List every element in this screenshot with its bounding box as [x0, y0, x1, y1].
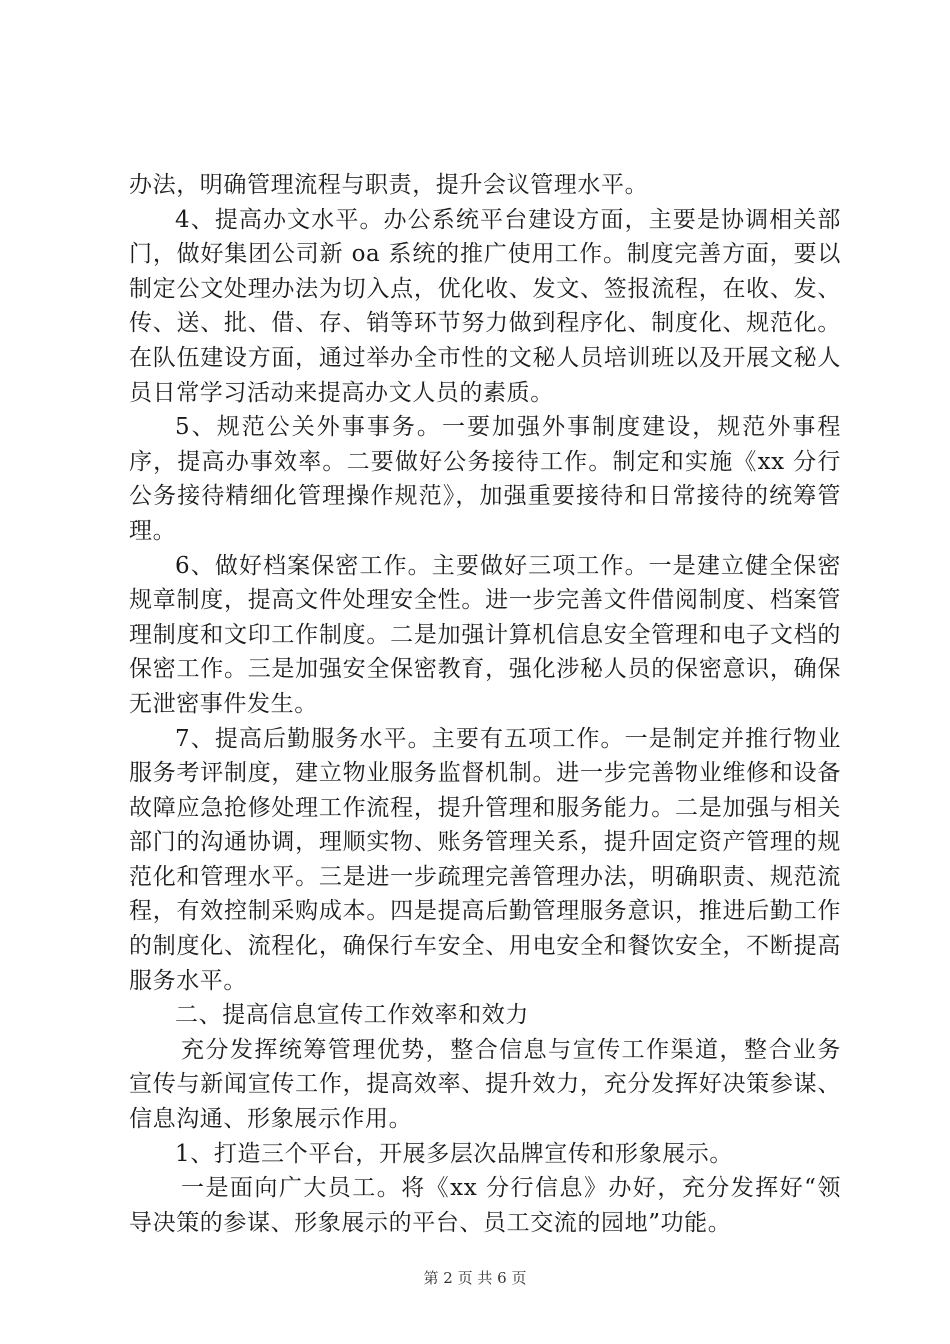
paragraph: 5、规范公关外事事务。一要加强外事制度建设，规范外事程序，提高办事效率。二要做好公务接待工作。制定和实施《xx 分行公务接待精细化管理操作规范》，加强重要接待和日常接待的统筹管理。	[129, 414, 841, 544]
document-body	[129, 168, 841, 1240]
paragraph: 办法，明确管理流程与职责，提升会议管理水平。	[129, 172, 649, 198]
page-number: 第 2 页 共 6 页	[423, 1269, 527, 1287]
paragraph: 1、打造三个平台，开展多层次品牌宣传和形象展示。	[175, 1140, 734, 1167]
paragraph: 7、提高后勤服务水平。主要有五项工作。一是制定并推行物业服务考评制度，建立物业服务监督机制。进一步完善物业维修和设备故障应急抢修处理工作流程，提升管理和服务能力。二是加强与相关部门的沟通协调，理顺实物、账务管理关系，提升固定资产管理的规范化和管理水平。三是进一步疏理完善管理办法，明确职责、规范流程，有效控制采购成本。四是提高后勤管理服务意识，推进后勤工作的制度化、流程化，确保行车安全、用电安全和餐饮安全，不断提高服务水平。	[129, 725, 841, 994]
section-heading: 二、提高信息宣传工作效率和效力	[175, 1002, 529, 1029]
paragraph: 4、提高办文水平。办公系统平台建设方面，主要是协调相关部门，做好集团公司新 oa 系统的推广使用工作。制度完善方面，要以制定公文处理办法为切入点，优化收、发文、签报流程，在收、发、传、送、批、借、存、销等环节努力做到程序化、制度化、规范化。在队伍建设方面，通过举办全市性的文秘人员培训班以及开展文秘人员日常学习活动来提高办文人员的素质。	[129, 206, 841, 406]
paragraph: 一是面向广大员工。将《xx 分行信息》办好，充分发挥好“领导决策的参谋、形象展示的平台、员工交流的园地”功能。	[129, 1175, 841, 1236]
paragraph: 充分发挥统筹管理优势，整合信息与宣传工作渠道，整合业务宣传与新闻宣传工作，提高效率、提升效力，充分发挥好决策参谋、信息沟通、形象展示作用。	[129, 1036, 841, 1133]
paragraph: 6、做好档案保密工作。主要做好三项工作。一是建立健全保密规章制度，提高文件处理安全性。进一步完善文件借阅制度、档案管理制度和文印工作制度。二是加强计算机信息安全管理和电子文档的保密工作。三是加强安全保密教育，强化涉秘人员的保密意识，确保无泄密事件发生。	[129, 552, 841, 717]
